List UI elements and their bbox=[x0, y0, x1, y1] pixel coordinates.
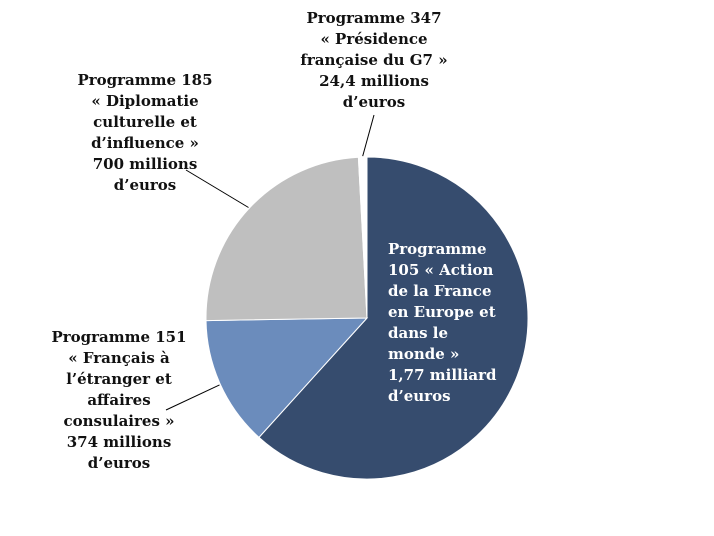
pie-slice-programme-185 bbox=[206, 157, 367, 320]
slice-label-programme-105: Programme 105 « Action de la France en Europe et dans le monde » 1,77 milliard d’euros bbox=[388, 240, 497, 405]
slice-label-programme-347: Programme 347 « Présidence française du G7 » 24,4 millions d’euros bbox=[300, 9, 448, 111]
slice-label-programme-151: Programme 151 « Français à l’étranger et affaires consulaires » 374 millions d’euros bbox=[51, 328, 187, 472]
leader-line-programme-347 bbox=[363, 115, 374, 156]
slice-label-programme-185: Programme 185 « Diplomatie culturelle et d’influence » 700 millions d’euros bbox=[77, 71, 213, 194]
